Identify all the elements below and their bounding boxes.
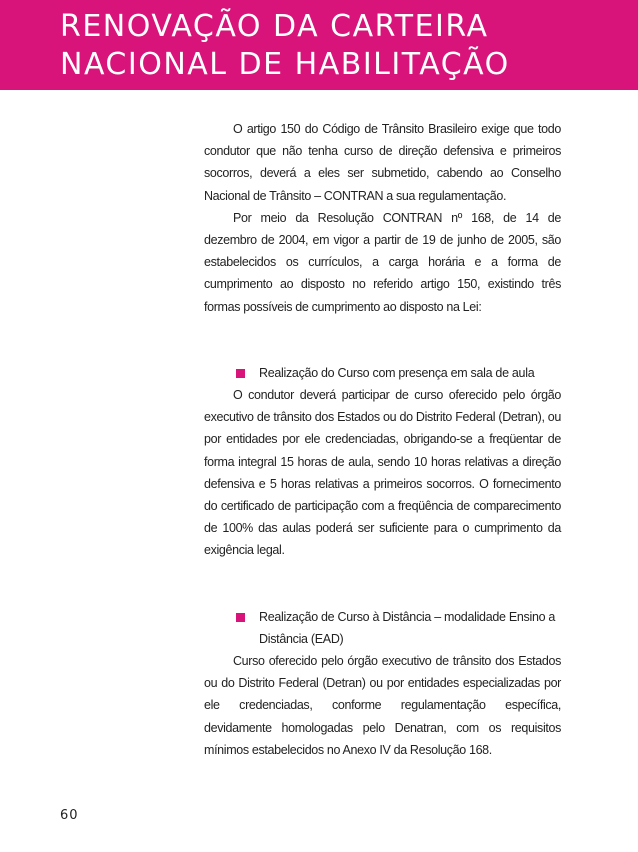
page-title bbox=[60, 8, 620, 84]
section-body-2: Curso oferecido pelo órgão executivo de trânsito dos Estados ou do Distrito Federal (Detran) ou por entidades especializadas por ele credenciadas, conforme regulamentação específica, devidamente homologadas pelo Denatran, com os requisitos mínimos estabelecidos no Anexo IV da Resolução 168. bbox=[204, 654, 561, 757]
square-bullet-icon bbox=[236, 369, 245, 378]
body-text bbox=[204, 118, 561, 761]
page-title-line-2: NACIONAL DE HABILITAÇÃO bbox=[60, 47, 510, 82]
square-bullet-icon bbox=[236, 613, 245, 622]
spacer bbox=[204, 584, 561, 606]
section-heading-2 bbox=[204, 606, 561, 650]
page-number: 60 bbox=[60, 808, 79, 823]
section-heading-2-text: Realização de Curso à Distância – modalidade Ensino a Distância (EAD) bbox=[259, 609, 556, 646]
section-heading-1 bbox=[204, 362, 561, 384]
intro-paragraph-1: O artigo 150 do Código de Trânsito Brasileiro exige que todo condutor que não tenha curso de direção defensiva e primeiros socorros, deverá a eles ser submetido, cabendo ao Conselho Nacional de Trânsito – CONTRAN a sua regulamentação. bbox=[204, 122, 561, 203]
spacer bbox=[204, 318, 561, 340]
spacer bbox=[204, 562, 561, 584]
spacer bbox=[204, 340, 561, 362]
intro-paragraph-2: Por meio da Resolução CONTRAN nº 168, de 14 de dezembro de 2004, em vigor a partir de 19 de junho de 2005, são estabelecidos os currículos, a carga horária e a forma de cumprimento ao disposto no referido artigo 150, existindo três formas possíveis de cumprimento ao disposto na Lei: bbox=[204, 210, 561, 314]
section-body-1: O condutor deverá participar de curso oferecido pelo órgão executivo de trânsito dos Estados ou do Distrito Federal (Detran), ou por entidades por ele credenciadas, obrigando-se a freqüentar de forma integral 15 horas de aula, sendo 10 horas relativas a direção defensiva e 5 horas relativas a primeiros socorros. O fornecimento do certificado de participação com a freqüência de comparecimento de 100% das aulas poderá ser suficiente para o cumprimento da exigência legal. bbox=[204, 388, 561, 558]
page-title-line-1: RENOVAÇÃO DA CARTEIRA bbox=[60, 9, 489, 44]
section-heading-1-text: Realização do Curso com presença em sala de aula bbox=[259, 365, 535, 380]
